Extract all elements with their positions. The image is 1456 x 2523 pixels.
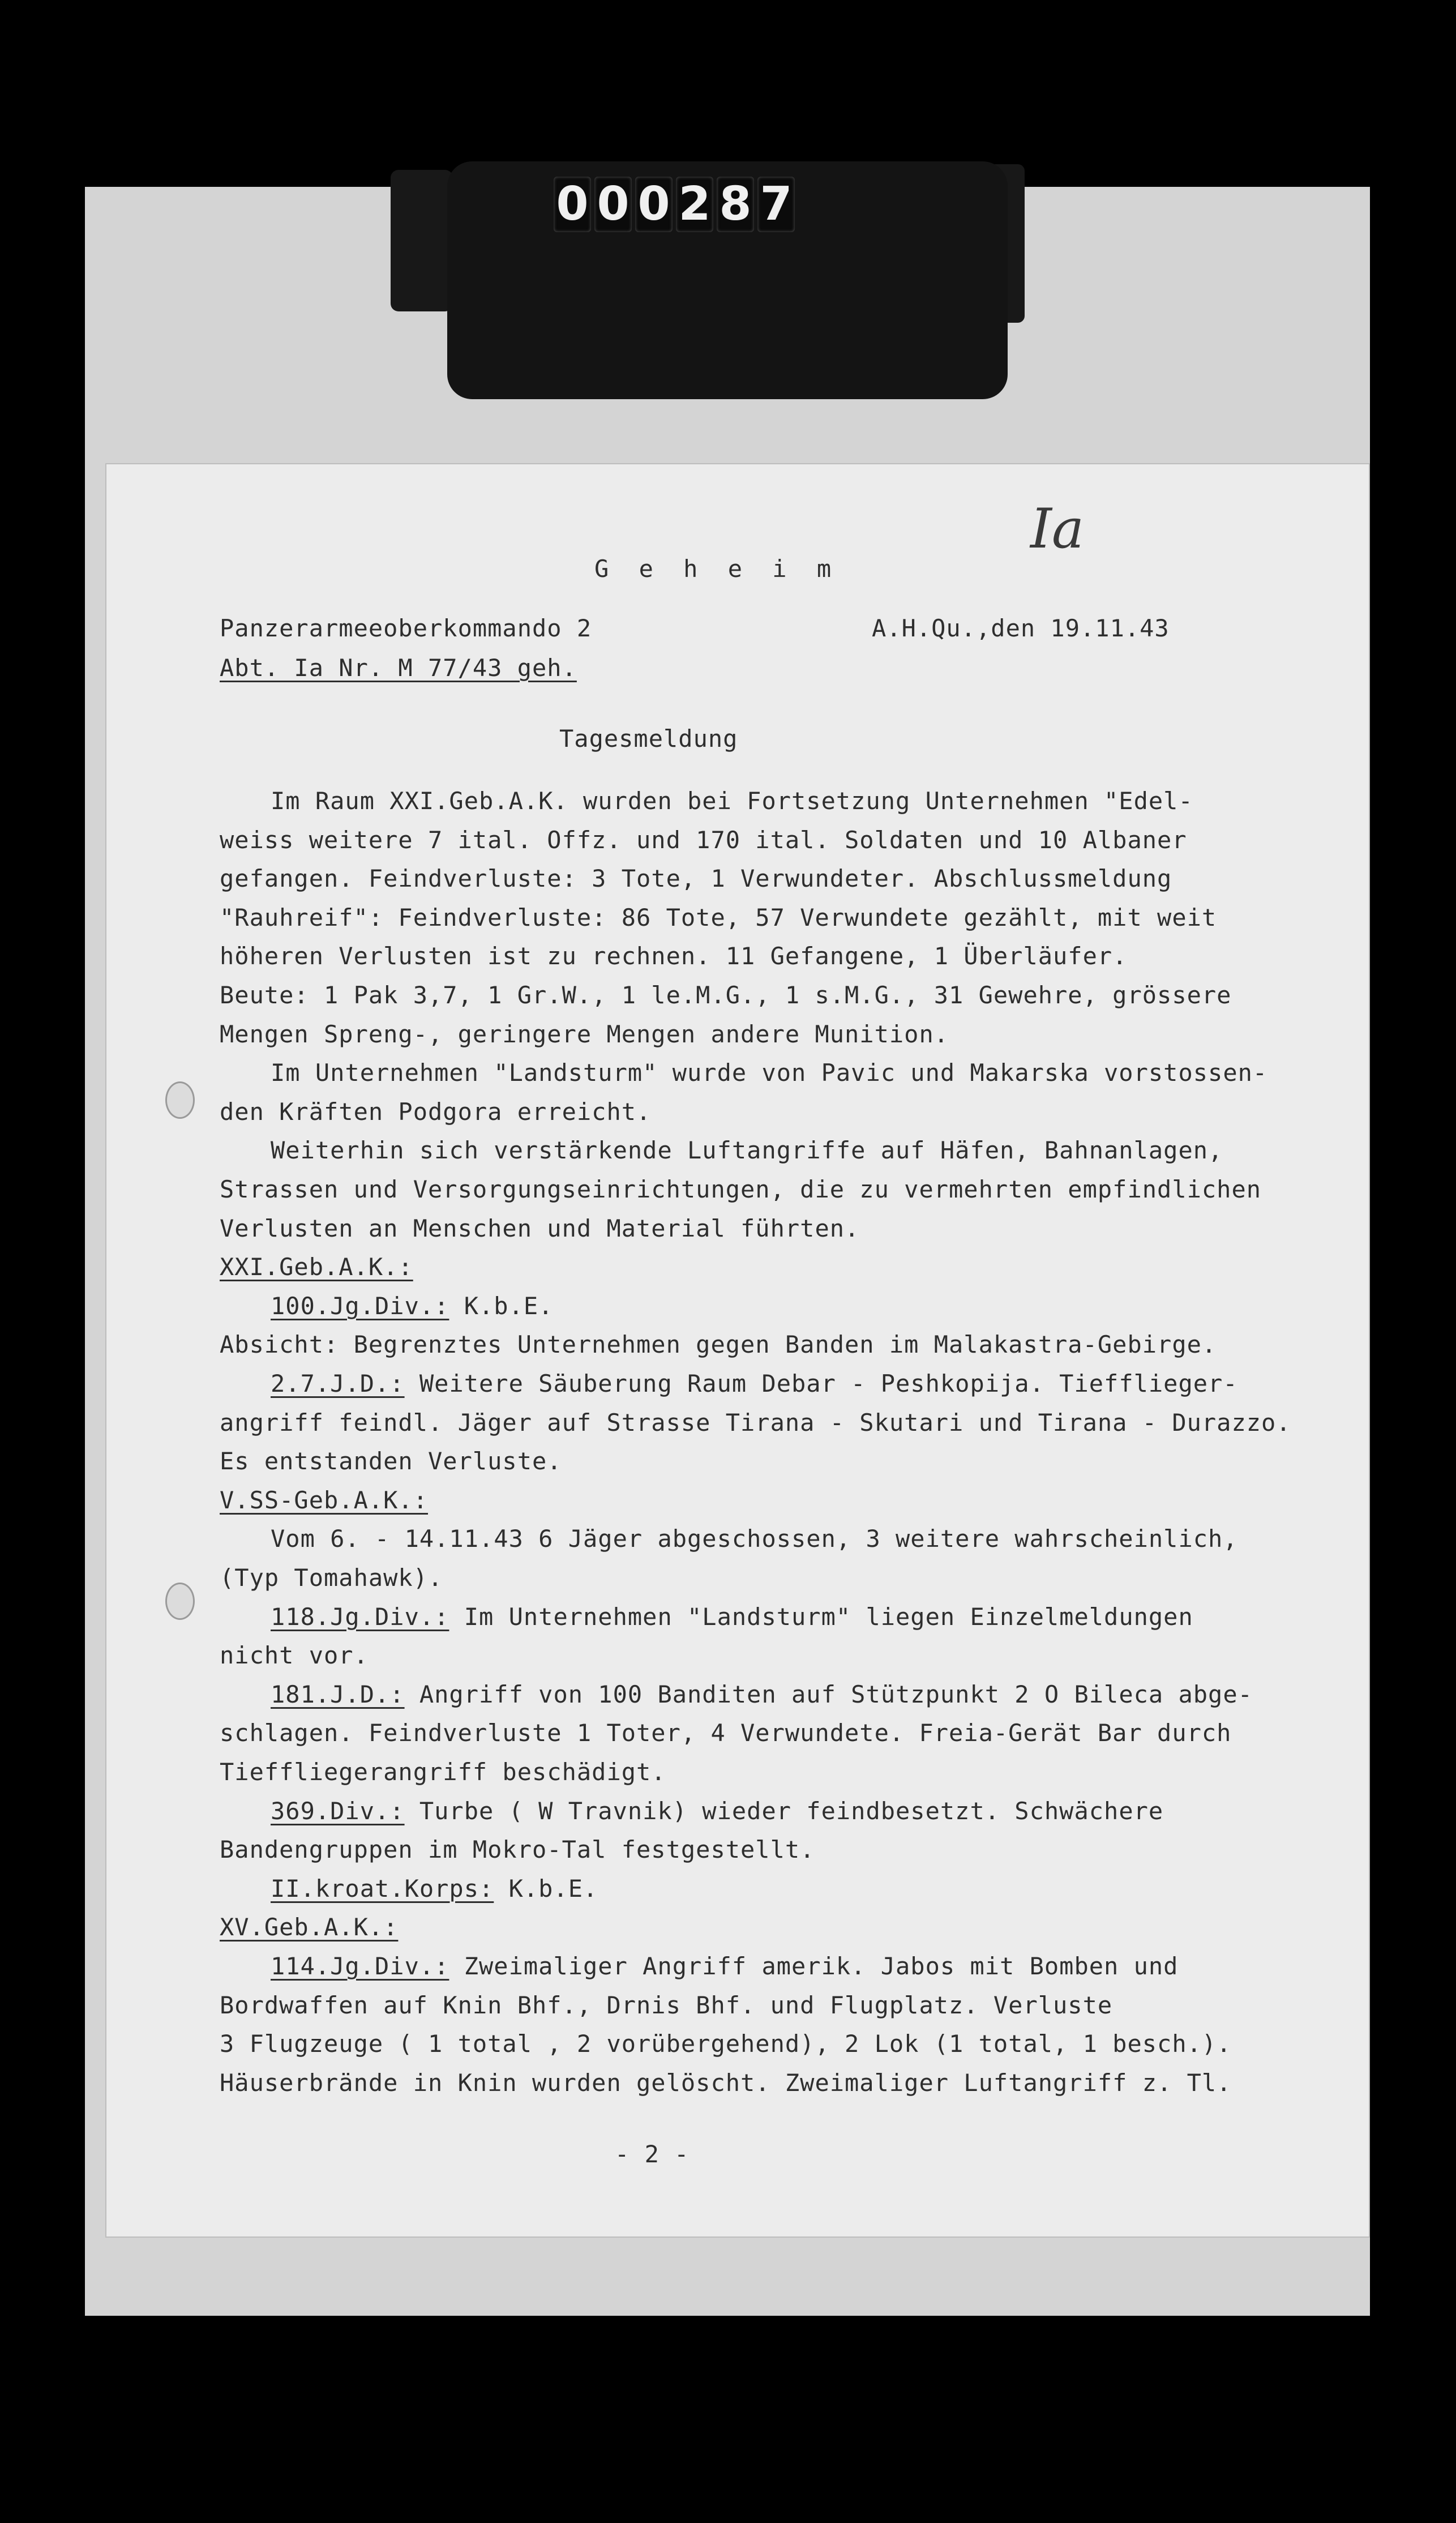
unit-heading: II.kroat.Korps: bbox=[271, 1874, 494, 1902]
report-line bbox=[220, 1331, 1217, 1358]
report-line bbox=[271, 1525, 1238, 1553]
report-line bbox=[220, 1175, 1261, 1203]
line-text: Verlusten an Menschen und Material führten. bbox=[220, 1214, 860, 1242]
line-text: Beute: 1 Pak 3,7, 1 Gr.W., 1 le.M.G., 1 s.M.G., 31 Gewehre, grössere bbox=[220, 981, 1232, 1009]
document-title: Tagesmeldung bbox=[559, 725, 738, 752]
report-line bbox=[271, 1680, 1253, 1708]
counter-digit: 0 bbox=[554, 177, 591, 232]
handwritten-mark: Ia bbox=[1030, 497, 1085, 561]
report-line bbox=[220, 1991, 1112, 2019]
line-text: Weiterhin sich verstärkende Luftangriffe auf Häfen, Bahnanlagen, bbox=[271, 1136, 1223, 1165]
report-line bbox=[271, 787, 1193, 815]
report-line bbox=[220, 2069, 1231, 2097]
line-text: weiss weitere 7 ital. Offz. und 170 ital. Soldaten und 10 Albaner bbox=[220, 826, 1187, 854]
line-text: Vom 6. - 14.11.43 6 Jäger abgeschossen, 3 weitere wahrscheinlich, bbox=[271, 1525, 1238, 1553]
report-line bbox=[220, 1409, 1291, 1436]
report-line bbox=[220, 826, 1187, 854]
report-line bbox=[220, 2030, 1231, 2058]
report-line bbox=[271, 1952, 1178, 1980]
unit-heading: V.SS-Geb.A.K.: bbox=[220, 1486, 429, 1514]
page-marker: - 2 - bbox=[615, 2140, 690, 2168]
unit-heading: 369.Div.: bbox=[271, 1797, 405, 1825]
counter-digit: 2 bbox=[676, 177, 713, 232]
report-line bbox=[220, 1564, 443, 1592]
report-line bbox=[220, 1253, 413, 1281]
unit-heading: 100.Jg.Div.: bbox=[271, 1292, 449, 1320]
line-text: gefangen. Feindverluste: 3 Tote, 1 Verwundeter. Abschlussmeldung bbox=[220, 865, 1172, 893]
report-line bbox=[271, 1370, 1238, 1397]
report-line bbox=[271, 1292, 553, 1320]
line-text: (Typ Tomahawk). bbox=[220, 1564, 443, 1592]
place-date: A.H.Qu.,den 19.11.43 bbox=[872, 614, 1170, 642]
document-page bbox=[106, 464, 1369, 2237]
report-line bbox=[220, 865, 1172, 892]
line-text: schlagen. Feindverluste 1 Toter, 4 Verwundete. Freia-Gerät Bar durch bbox=[220, 1719, 1232, 1747]
line-text: Angriff von 100 Banditen auf Stützpunkt 2 O Bileca abge- bbox=[404, 1680, 1253, 1708]
line-text: Bordwaffen auf Knin Bhf., Drnis Bhf. und Flugplatz. Verluste bbox=[220, 1991, 1113, 2019]
line-text: Strassen und Versorgungseinrichtungen, die zu vermehrten empfindlichen bbox=[220, 1175, 1262, 1203]
counter-digit: 7 bbox=[757, 177, 795, 232]
report-line bbox=[220, 1447, 562, 1475]
counter-digit: 0 bbox=[594, 177, 632, 232]
punch-hole bbox=[165, 1583, 195, 1620]
classification-heading: G e h e i m bbox=[594, 555, 840, 583]
counter-digit: 0 bbox=[635, 177, 673, 232]
report-line bbox=[271, 1603, 1193, 1631]
line-text: Häuserbrände in Knin wurden gelöscht. Zweimaliger Luftangriff z. Tl. bbox=[220, 2068, 1232, 2097]
report-line bbox=[220, 1486, 428, 1514]
unit-heading: 2.7.J.D.: bbox=[271, 1370, 405, 1397]
report-line bbox=[271, 1797, 1163, 1825]
report-line bbox=[220, 1758, 666, 1786]
counter-digit: 8 bbox=[717, 177, 754, 232]
line-text: Im Unternehmen "Landsturm" liegen Einzelmeldungen bbox=[449, 1602, 1193, 1631]
line-text: Es entstanden Verluste. bbox=[220, 1447, 562, 1476]
unit-heading: XXI.Geb.A.K.: bbox=[220, 1253, 413, 1281]
report-line bbox=[220, 1020, 949, 1048]
line-text: Bandengruppen im Mokro-Tal festgestellt. bbox=[220, 1836, 815, 1864]
report-line bbox=[220, 904, 1217, 931]
frame-counter bbox=[554, 177, 795, 233]
line-text: Weitere Säuberung Raum Debar - Peshkopija. Tiefflieger- bbox=[404, 1370, 1238, 1397]
line-text: nicht vor. bbox=[220, 1641, 369, 1670]
line-text: K.b.E. bbox=[494, 1874, 598, 1902]
line-text: Mengen Spreng-, geringere Mengen andere Munition. bbox=[220, 1020, 949, 1048]
report-line bbox=[220, 1215, 859, 1242]
report-line bbox=[220, 942, 1127, 970]
report-line bbox=[220, 1836, 815, 1863]
unit-heading: 181.J.D.: bbox=[271, 1680, 405, 1708]
report-line bbox=[271, 1136, 1223, 1164]
line-text: angriff feindl. Jäger auf Strasse Tirana - Skutari und Tirana - Durazzo. bbox=[220, 1408, 1291, 1436]
report-line bbox=[220, 1719, 1231, 1747]
unit-heading: XV.Geb.A.K.: bbox=[220, 1913, 399, 1942]
line-text: K.b.E. bbox=[449, 1292, 554, 1320]
line-text: 3 Flugzeuge ( 1 total , 2 vorübergehend), 2 Lok (1 total, 1 besch.). bbox=[220, 2030, 1232, 2058]
line-text: Im Unternehmen "Landsturm" wurde von Pavic und Makarska vorstossen- bbox=[271, 1059, 1268, 1087]
line-text: Zweimaliger Angriff amerik. Jabos mit Bomben und bbox=[449, 1952, 1179, 1980]
punch-hole bbox=[165, 1081, 195, 1119]
report-line bbox=[271, 1059, 1267, 1087]
reference-number: Abt. Ia Nr. M 77/43 geh. bbox=[220, 654, 577, 682]
unit-heading: 114.Jg.Div.: bbox=[271, 1952, 449, 1980]
line-text: den Kräften Podgora erreicht. bbox=[220, 1097, 652, 1126]
counter-arm-left bbox=[391, 170, 453, 311]
line-text: "Rauhreif": Feindverluste: 86 Tote, 57 Verwundete gezählt, mit weit bbox=[220, 903, 1217, 931]
issuing-office: Panzerarmeeoberkommando 2 bbox=[220, 614, 592, 642]
report-line bbox=[220, 1098, 651, 1126]
report-line bbox=[220, 1641, 369, 1669]
report-line bbox=[220, 1913, 398, 1941]
report-line bbox=[271, 1875, 598, 1902]
line-text: Im Raum XXI.Geb.A.K. wurden bei Fortsetzung Unternehmen "Edel- bbox=[271, 787, 1193, 815]
line-text: Turbe ( W Travnik) wieder feindbesetzt. Schwächere bbox=[404, 1797, 1164, 1825]
report-line bbox=[220, 981, 1231, 1009]
line-text: Absicht: Begrenztes Unternehmen gegen Banden im Malakastra-Gebirge. bbox=[220, 1331, 1217, 1359]
unit-heading: 118.Jg.Div.: bbox=[271, 1602, 449, 1631]
line-text: Tieffliegerangriff beschädigt. bbox=[220, 1758, 666, 1786]
line-text: höheren Verlusten ist zu rechnen. 11 Gefangene, 1 Überläufer. bbox=[220, 942, 1128, 970]
